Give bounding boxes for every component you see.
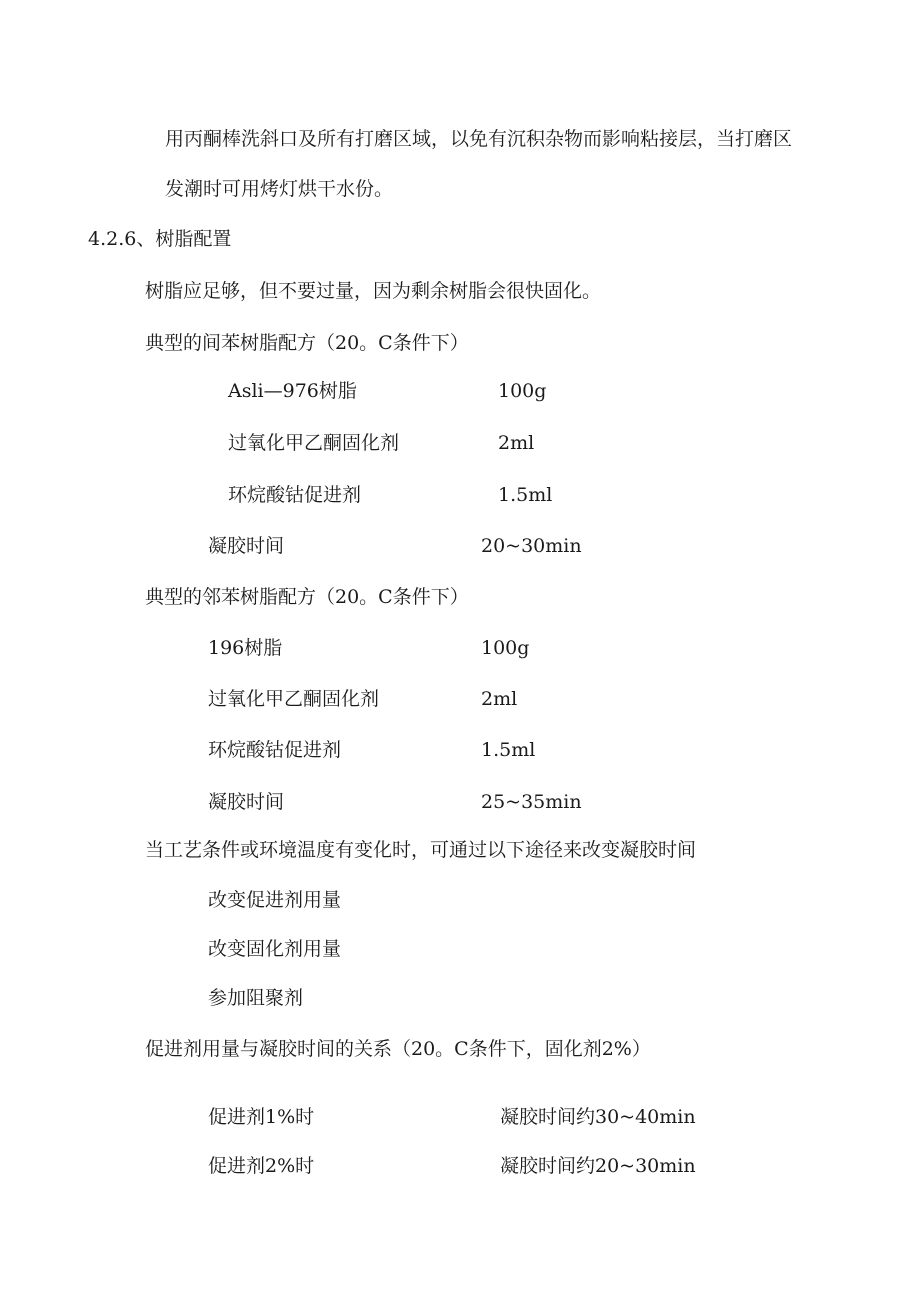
recipe2-item-name: 过氧化甲乙酮固化剂 [208,688,380,710]
recipe2-item-name: 196树脂 [208,637,283,659]
recipe1-item-name: 凝胶时间 [208,535,285,557]
recipe1-item-amount: 2ml [498,432,535,454]
recipe2-item-amount: 2ml [481,688,518,710]
recipe1-item-name: 环烷酸钴促进剂 [228,484,362,506]
recipe2-item-amount: 25~35min [481,791,582,813]
relation-dose: 促进剂2%时 [208,1155,315,1177]
relation-dose: 促进剂1%时 [208,1106,315,1128]
recipe1-item-amount: 20~30min [481,535,582,557]
adjust-title: 当工艺条件或环境温度有变化时，可通过以下途径来改变凝胶时间 [145,839,697,861]
intro-line-2: 发潮时可用烤灯烘干水份。 [165,178,394,200]
recipe2-title: 典型的邻苯树脂配方（20。C条件下） [145,586,469,608]
intro-line-1: 用丙酮棒洗斜口及所有打磨区域，以免有沉积杂物而影响粘接层，当打磨区 [165,128,793,150]
relation-time: 凝胶时间约30~40min [500,1106,696,1128]
relation-title: 促进剂用量与凝胶时间的关系（20。C条件下，固化剂2%） [145,1038,651,1060]
section-note: 树脂应足够，但不要过量，因为剩余树脂会很快固化。 [145,280,602,302]
recipe2-item-name: 环烷酸钴促进剂 [208,739,342,761]
recipe1-item-amount: 100g [498,380,547,402]
relation-time: 凝胶时间约20~30min [500,1155,696,1177]
recipe2-item-amount: 1.5ml [481,739,536,761]
adjust-item: 改变固化剂用量 [208,938,342,960]
recipe1-item-name: Asli—976树脂 [228,380,357,402]
section-heading: 4.2.6、树脂配置 [88,228,232,250]
recipe1-item-name: 过氧化甲乙酮固化剂 [228,432,400,454]
recipe2-item-name: 凝胶时间 [208,791,285,813]
recipe1-item-amount: 1.5ml [498,484,553,506]
recipe2-item-amount: 100g [481,637,530,659]
adjust-item: 改变促进剂用量 [208,889,342,911]
adjust-item: 参加阻聚剂 [208,987,304,1009]
recipe1-title: 典型的间苯树脂配方（20。C条件下） [145,332,469,354]
